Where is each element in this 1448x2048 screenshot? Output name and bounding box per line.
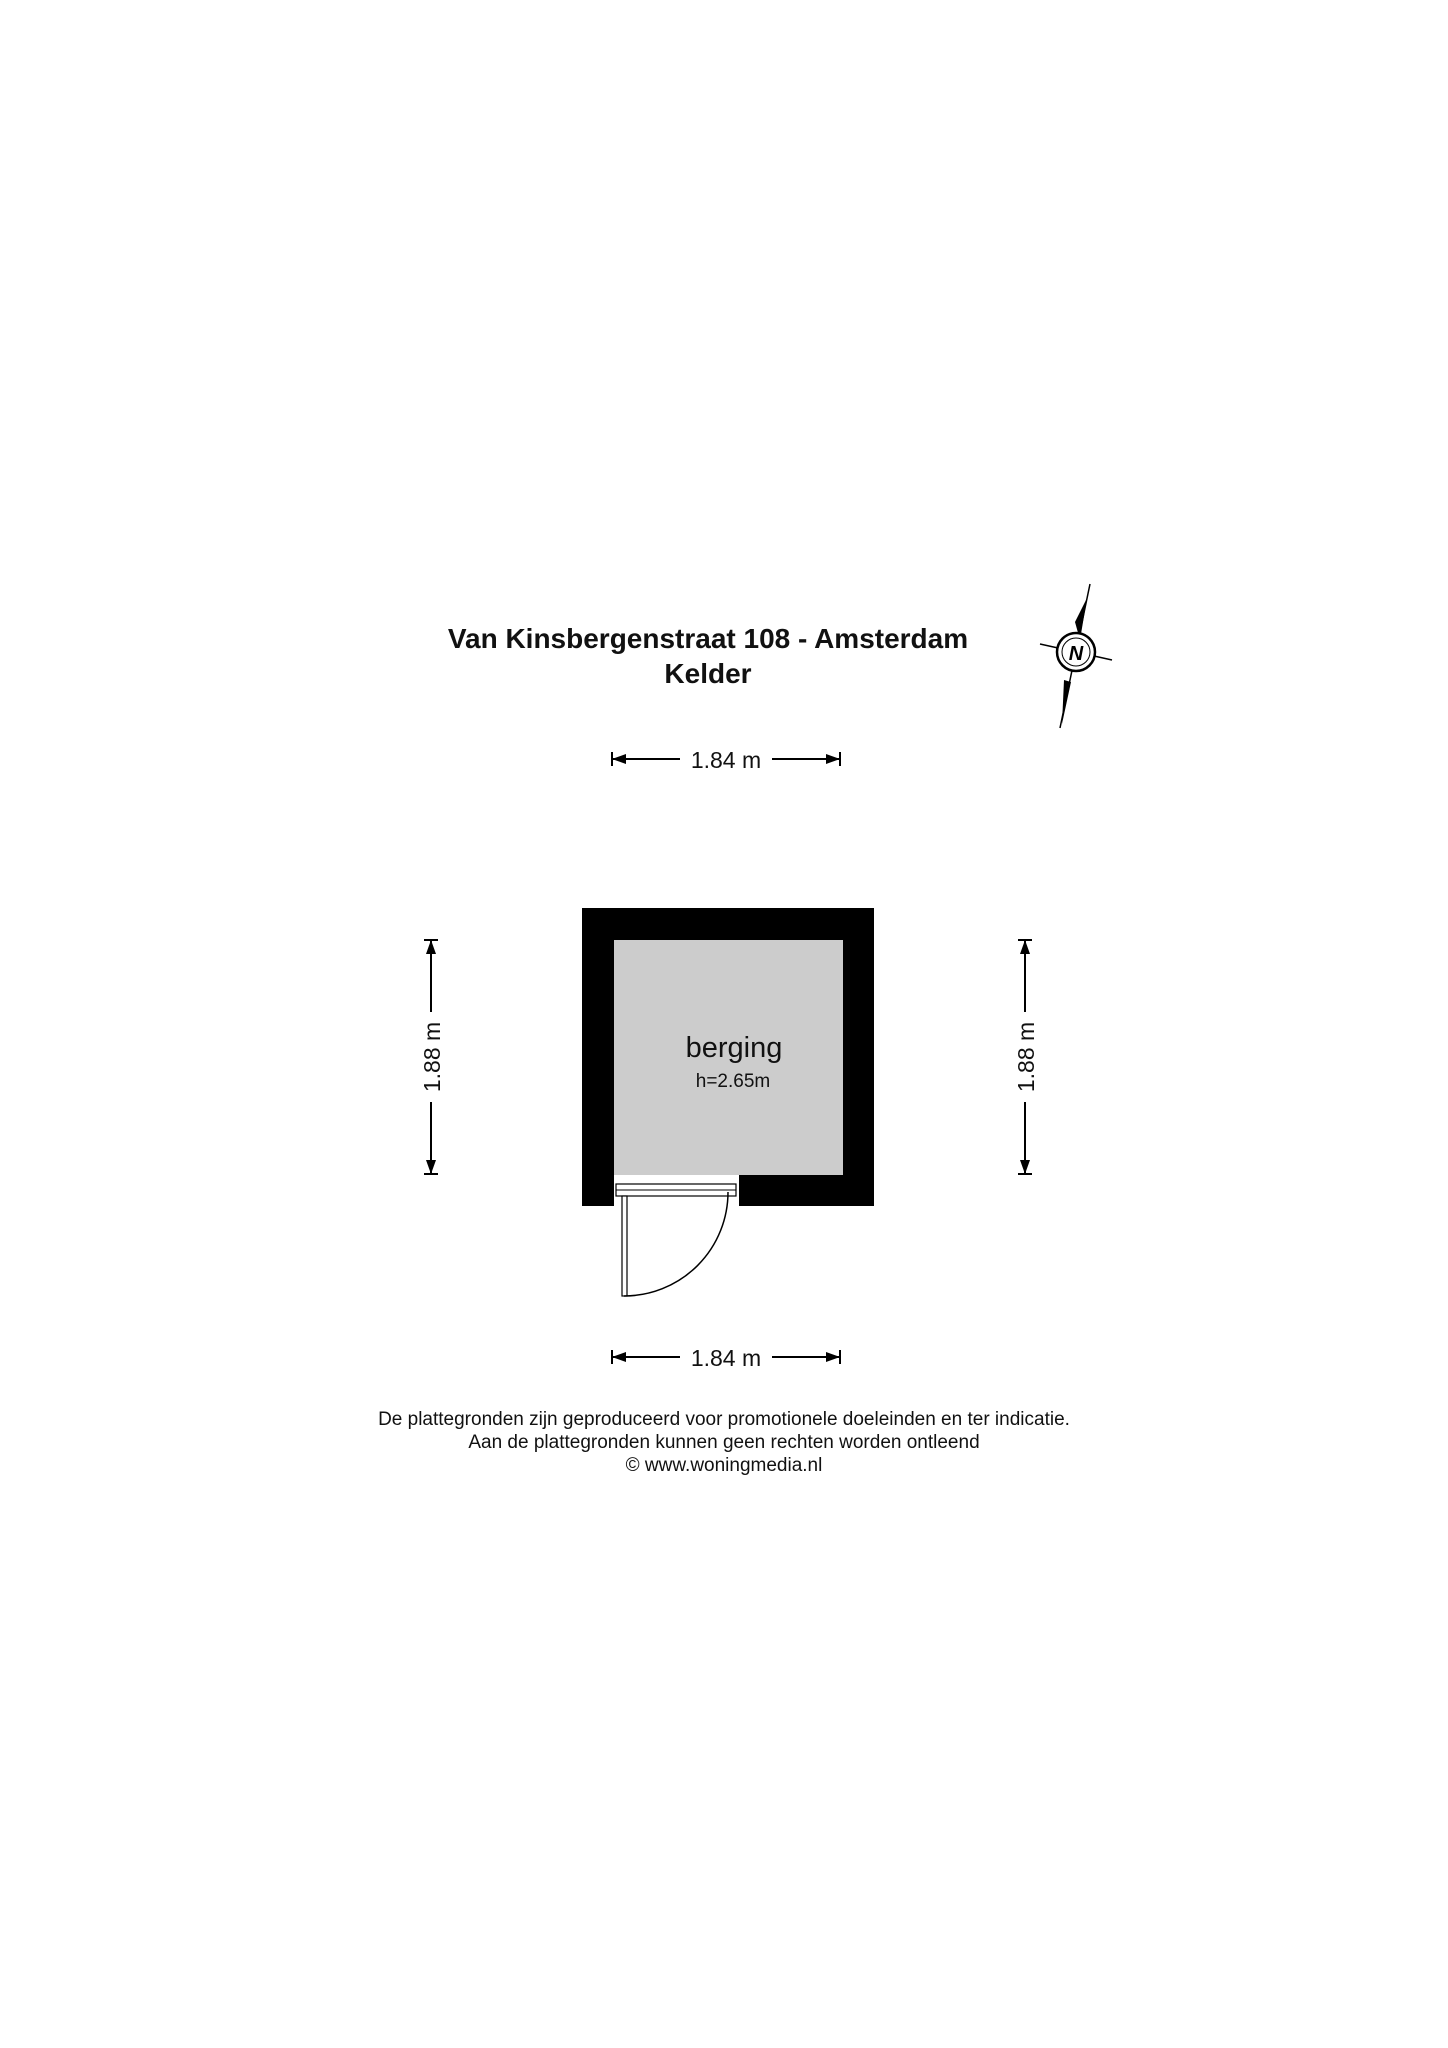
dimension-left (419, 940, 445, 1174)
disclaimer-line-2: Aan de plattegronden kunnen geen rechten worden ontleend (468, 1432, 980, 1453)
dimension-right-label: 1.88 m (1013, 1021, 1039, 1093)
room-height-label: h=2.65m (695, 1071, 771, 1092)
floorplan-address-title: Van Kinsbergenstraat 108 - Amsterdam (447, 623, 969, 654)
dimension-bottom-label: 1.84 m (690, 1345, 762, 1371)
floorplan-floor-title: Kelder (664, 658, 752, 689)
dimension-left-label: 1.88 m (419, 1021, 445, 1093)
dimension-bottom (612, 1345, 840, 1371)
north-arrow-letter: N (1068, 643, 1084, 665)
disclaimer-line-1: De plattegronden zijn geproduceerd voor promotionele doeleinden en ter indicatie. (378, 1409, 1070, 1430)
dimension-top (612, 747, 840, 773)
dimension-top-label: 1.84 m (690, 747, 762, 773)
dimension-right (1013, 940, 1039, 1174)
north-arrow-icon (1040, 584, 1112, 728)
copyright-line: © www.woningmedia.nl (625, 1455, 823, 1476)
room-name-label: berging (685, 1032, 783, 1064)
